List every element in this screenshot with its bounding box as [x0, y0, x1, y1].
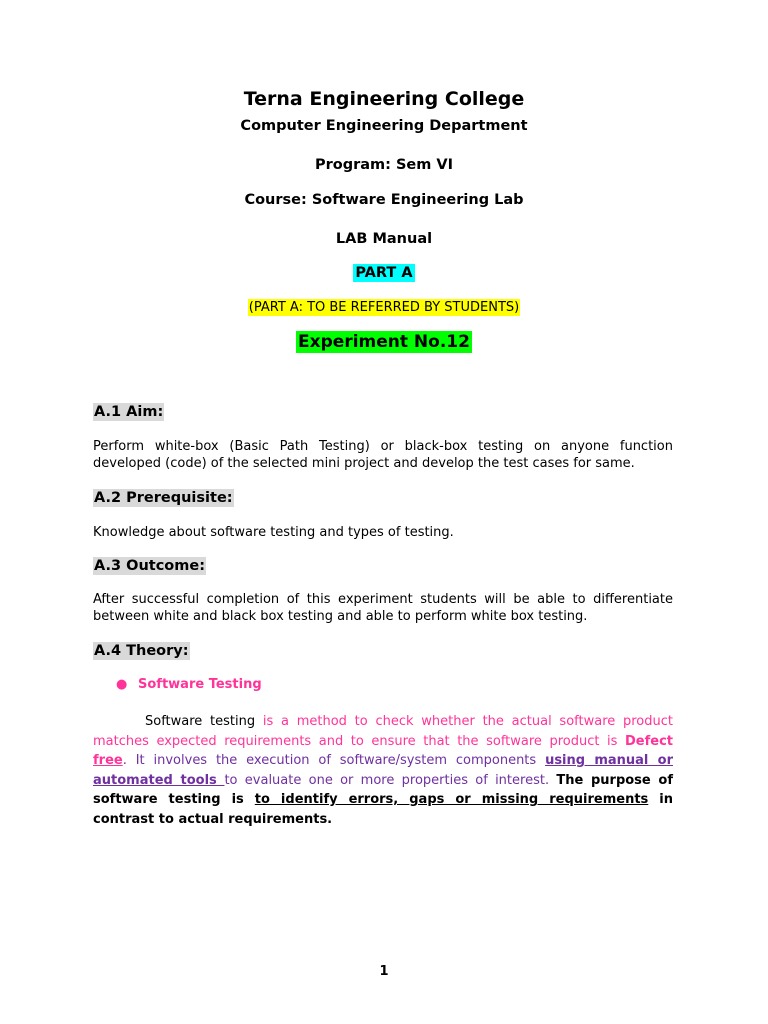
page-number: 1: [379, 964, 389, 979]
theory-s4: free: [93, 753, 123, 768]
part-label-text: PART A: [355, 265, 413, 281]
theory-s6: using manual or automated tools: [93, 753, 674, 788]
theory-s1: Software testing: [145, 714, 263, 729]
theory-s5: . It involves the execution of software/system components: [122, 753, 546, 768]
prerequisite-heading-text: A.2 Prerequisite:: [94, 490, 233, 506]
prerequisite-text: Knowledge about software testing and types of testing.: [93, 525, 454, 540]
experiment-title-text: Experiment No.12: [298, 332, 470, 352]
aim-heading-text: A.1 Aim:: [94, 404, 164, 420]
part-note: [0, 300, 768, 315]
theory-heading-text: A.4 Theory:: [94, 643, 189, 659]
outcome-heading-text: A.3 Outcome:: [94, 558, 206, 574]
theory-s8: The purpose of software testing is: [93, 772, 673, 807]
aim-heading: [93, 404, 164, 420]
course-label: Course: Software Engineering Lab: [244, 192, 524, 208]
aim-text: Perform white-box (Basic Path Testing) or black-box testing on anyone function developed (code) of the selected mini project and develop the test cases for same.: [93, 439, 673, 471]
part-note-text: (PART A: TO BE REFERRED BY STUDENTS): [248, 300, 520, 315]
theory-s2: is a method to check whether the actual software product matches expected requirements and to ensure that the software product is: [93, 714, 673, 749]
theory-s3: Defect: [624, 733, 673, 749]
outcome-heading: [93, 558, 206, 574]
bullet-label: Software Testing: [138, 677, 262, 692]
theory-s9: to identify errors, gaps or missing requirements: [254, 792, 649, 807]
college-title: Terna Engineering College: [243, 88, 525, 110]
program-label: Program: Sem VI: [314, 157, 454, 173]
theory-paragraph: [93, 712, 673, 829]
department-title: Computer Engineering Department: [240, 118, 528, 134]
experiment-title: [0, 332, 768, 352]
part-label: [0, 265, 768, 281]
theory-s10: in contrast to actual requirements.: [93, 792, 674, 827]
software-testing-bullet: [116, 677, 262, 692]
lab-manual-label: LAB Manual: [335, 231, 433, 247]
prerequisite-heading: [93, 490, 234, 506]
outcome-text: After successful completion of this experiment students will be able to differentiate between white and black box testing and able to perform white box testing.: [93, 592, 673, 624]
theory-heading: [93, 643, 190, 659]
bullet-dot-icon: ●: [116, 677, 128, 692]
theory-s7: to evaluate one or more properties of interest.: [224, 772, 557, 788]
